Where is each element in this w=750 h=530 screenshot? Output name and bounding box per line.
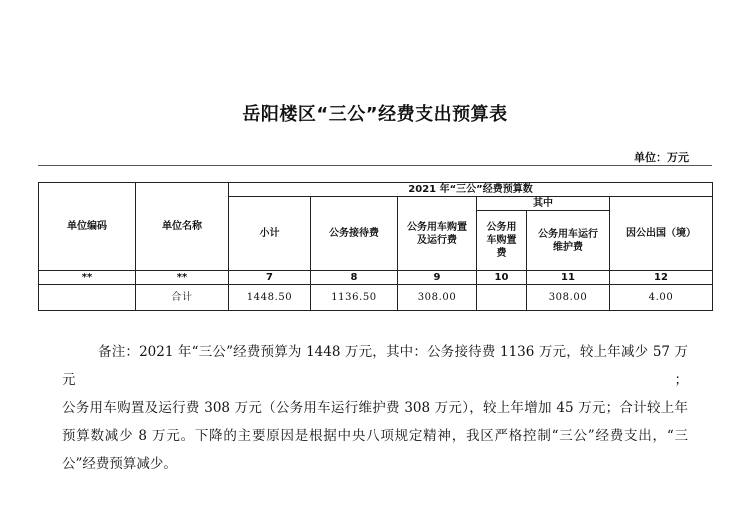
header-vehicle-maintenance-line: 维护费 bbox=[553, 241, 583, 253]
cell-code: ** bbox=[39, 271, 136, 285]
remarks-line: 预算数减少 8 万元。下降的主要原因是根据中央八项规定精神，我区严格控制“三公”经费支出，“三 bbox=[62, 428, 688, 444]
cell-reception: 8 bbox=[311, 271, 398, 285]
remarks-line: 备注：2021 年“三公”经费预算为 1448 万元，其中：公务接待费 1136 万元，较上年减少 57 万元； bbox=[62, 344, 688, 388]
page-title: 岳阳楼区“三公”经费支出预算表 bbox=[242, 104, 508, 125]
cell-code bbox=[39, 285, 136, 311]
cell-vehicle-maintenance: 11 bbox=[527, 271, 610, 285]
header-subtotal: 小计 bbox=[229, 197, 311, 271]
cell-vehicle-purchase bbox=[477, 285, 527, 311]
cell-name: 合计 bbox=[136, 285, 229, 311]
header-vehicle-maintenance bbox=[527, 211, 610, 271]
cell-vehicle-total: 308.00 bbox=[398, 285, 477, 311]
header-vehicle-maintenance-line: 公务用车运行 bbox=[538, 228, 598, 240]
header-abroad: 因公出国（境） bbox=[610, 197, 713, 271]
header-vehicle-total bbox=[398, 197, 477, 271]
cell-abroad: 12 bbox=[610, 271, 713, 285]
remarks-paragraph bbox=[62, 338, 688, 478]
cell-vehicle-purchase: 10 bbox=[477, 271, 527, 285]
cell-reception: 1136.50 bbox=[311, 285, 398, 311]
header-budget-group: 2021 年“三公”经费预算数 bbox=[229, 183, 713, 197]
remarks-line: 公务用车购置及运行费 308 万元（公务用车运行维护费 308 万元），较上年增加 45 万元；合计较上年 bbox=[62, 400, 688, 416]
cell-name: ** bbox=[136, 271, 229, 285]
header-vehicle-total-line: 公务用车购置 bbox=[407, 221, 467, 233]
cell-vehicle-total: 9 bbox=[398, 271, 477, 285]
header-vehicle-purchase bbox=[477, 211, 527, 271]
header-unit-code: 单位编码 bbox=[39, 183, 136, 271]
cell-subtotal: 7 bbox=[229, 271, 311, 285]
cell-subtotal: 1448.50 bbox=[229, 285, 311, 311]
header-divider bbox=[38, 165, 712, 166]
header-row-1 bbox=[39, 183, 713, 197]
budget-table bbox=[38, 182, 713, 311]
table-row-total bbox=[39, 285, 713, 311]
header-unit-name: 单位名称 bbox=[136, 183, 229, 271]
header-vehicle-purchase-line: 车购置 bbox=[486, 235, 517, 246]
header-vehicle-purchase-line: 公务用 bbox=[486, 222, 517, 233]
cell-abroad: 4.00 bbox=[610, 285, 713, 311]
header-reception: 公务接待费 bbox=[311, 197, 398, 271]
header-of-which: 其中 bbox=[477, 197, 610, 211]
table-row-index bbox=[39, 271, 713, 285]
unit-label: 单位：万元 bbox=[634, 151, 689, 164]
header-vehicle-total-line: 及运行费 bbox=[417, 234, 457, 246]
header-vehicle-purchase-line: 费 bbox=[496, 248, 507, 259]
cell-vehicle-maintenance: 308.00 bbox=[527, 285, 610, 311]
remarks-line: 公”经费预算减少。 bbox=[62, 456, 177, 472]
